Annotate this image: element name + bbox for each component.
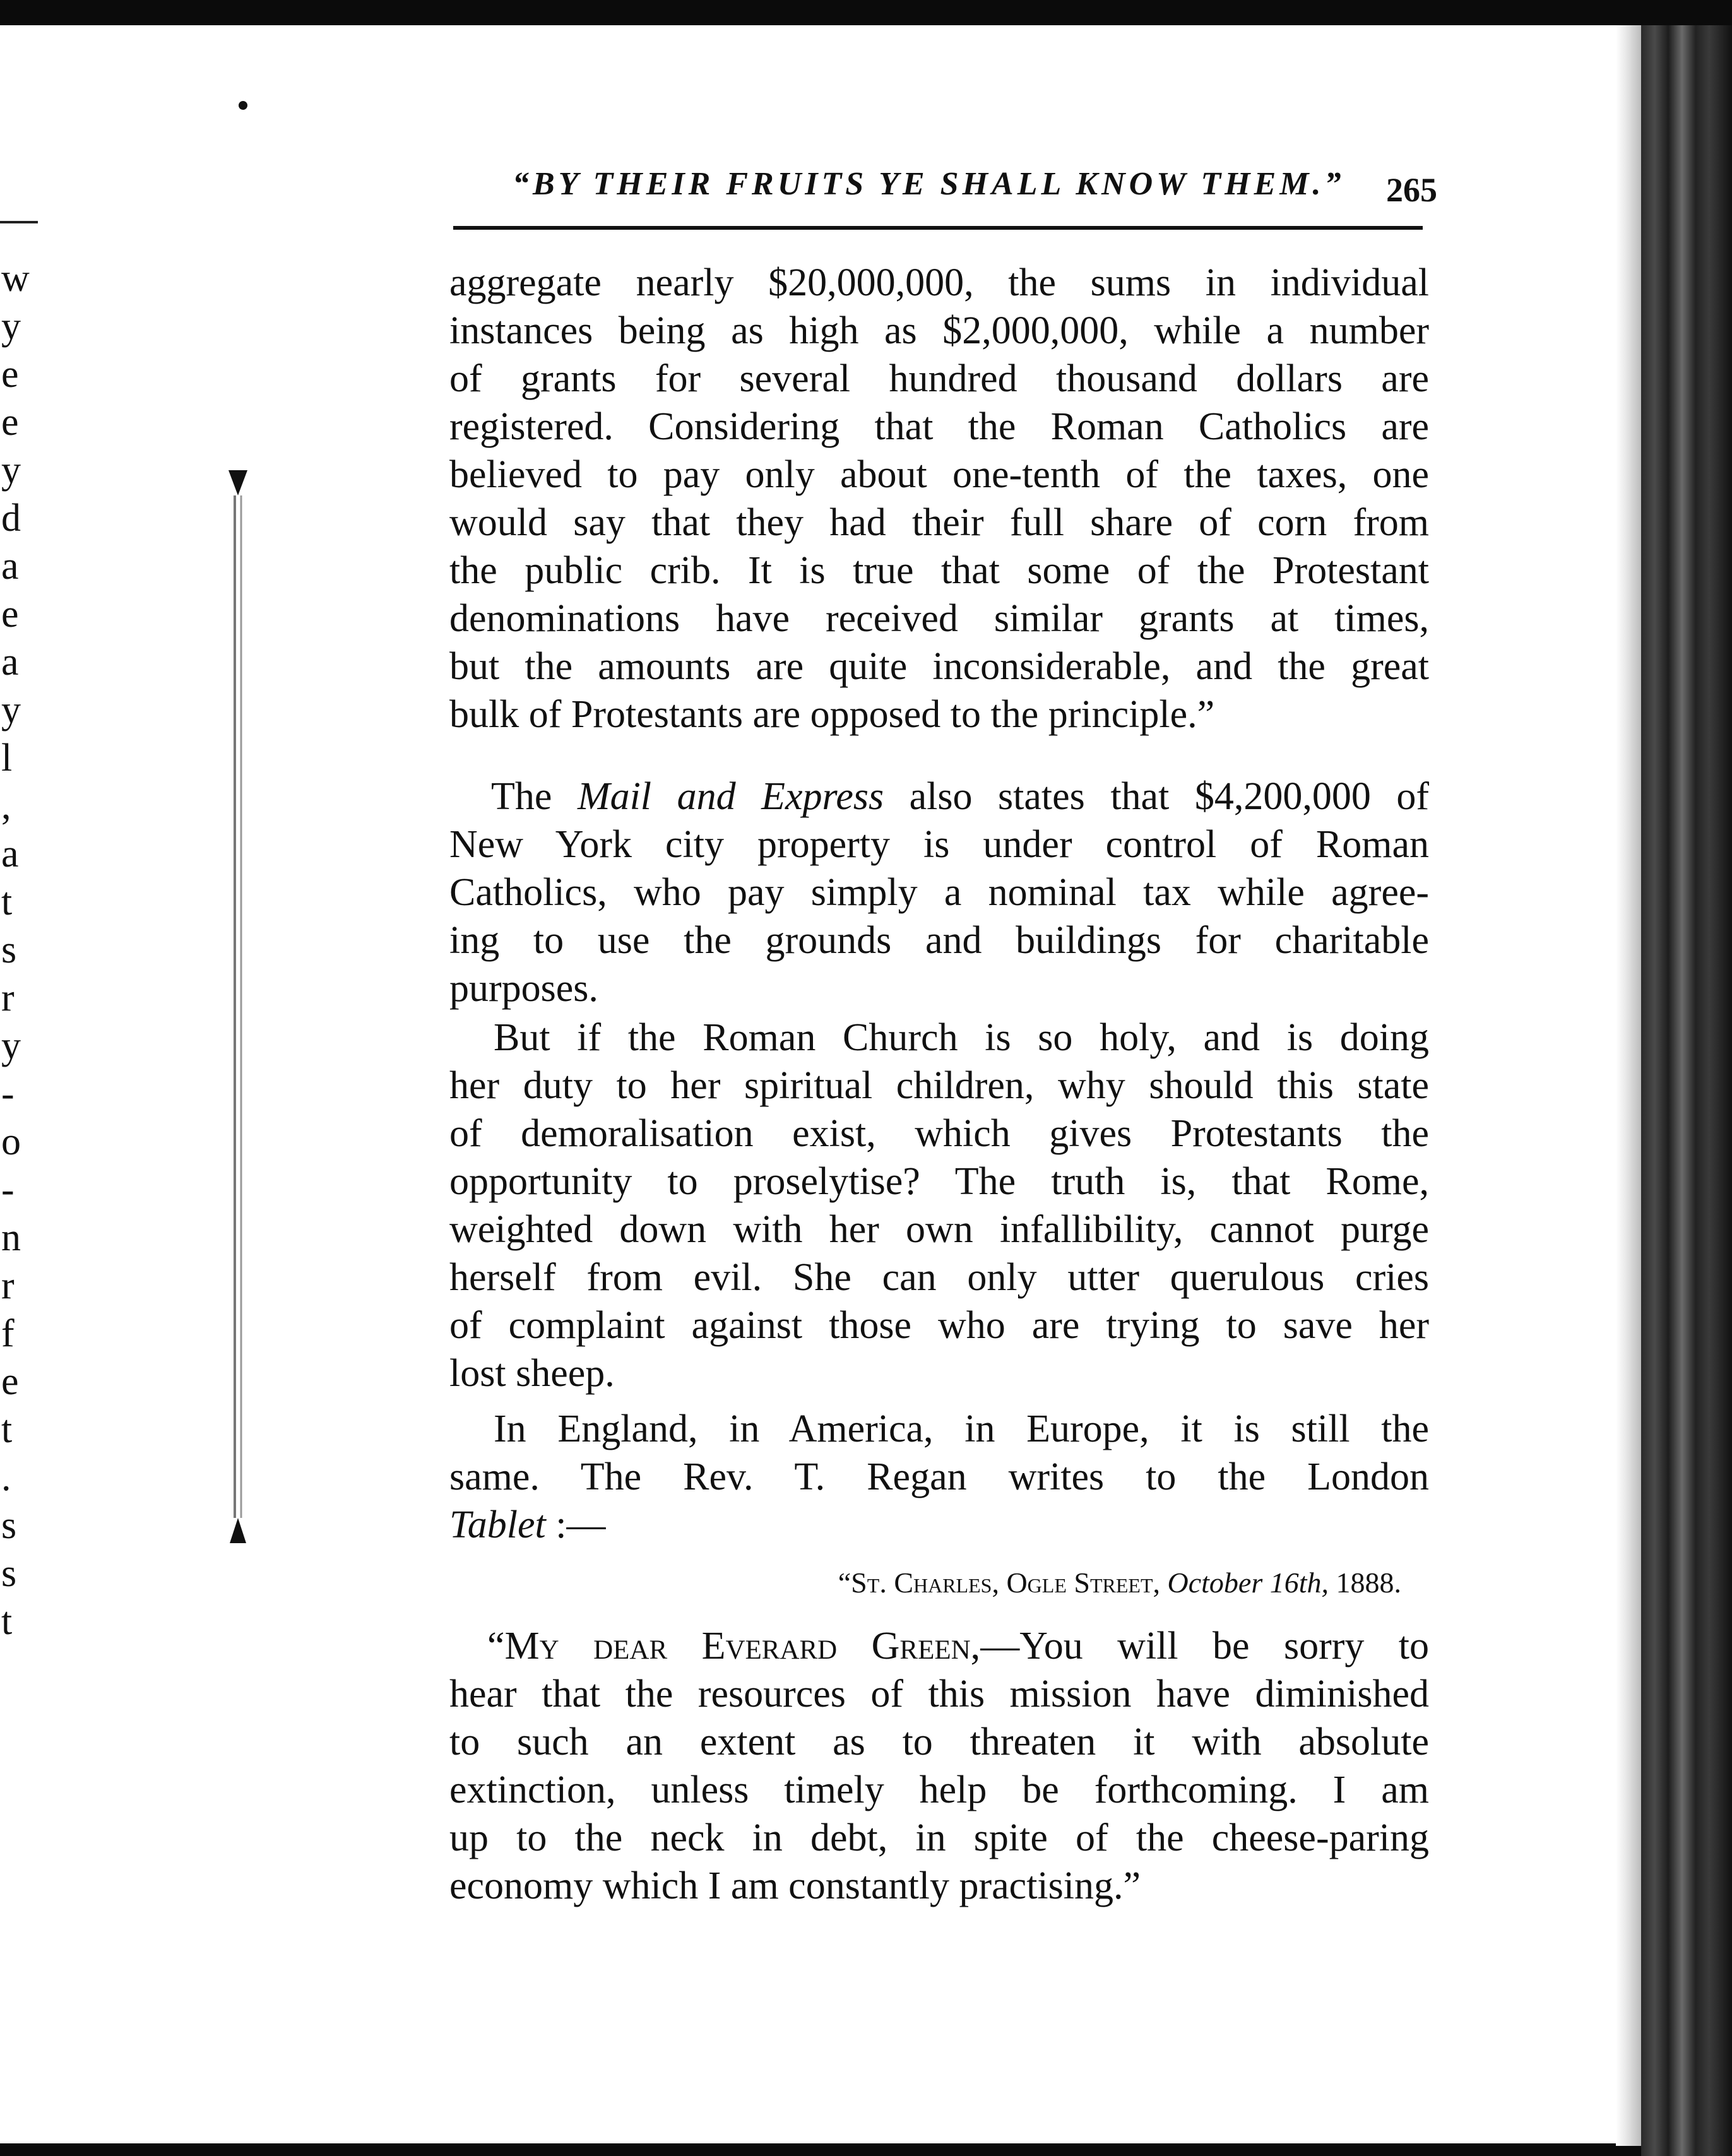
text-line: purposes. — [449, 967, 598, 1010]
text-line: registered. Considering that the Roman Catholics are — [449, 405, 1429, 448]
text-line: “My dear Everard Green,—You will be sorry to — [449, 1622, 1429, 1670]
margin-letter: s — [1, 928, 17, 971]
binding-clasp-icon — [227, 470, 249, 1543]
running-head-rule — [453, 226, 1423, 230]
margin-letter: t — [1, 880, 13, 923]
text-line: The Mail and Express also states that $4,200,000 of — [491, 775, 1430, 818]
text-line: of complaint against those who are trying to save her — [449, 1304, 1429, 1347]
text-line: ing to use the grounds and buildings for charitable — [449, 919, 1429, 962]
margin-dot — [239, 101, 247, 110]
margin-letter: - — [1, 1072, 15, 1115]
text-line: instances being as high as $2,000,000, while a number — [449, 309, 1429, 352]
text-line: believed to pay only about one-tenth of the taxes, one — [449, 453, 1429, 496]
text-line: same. The Rev. T. Regan writes to the London — [449, 1455, 1429, 1498]
margin-letter: o — [1, 1120, 21, 1163]
margin-letter: t — [1, 1408, 13, 1451]
margin-letter: n — [1, 1216, 21, 1259]
text-line: hear that the resources of this mission have diminished — [449, 1673, 1429, 1715]
page-edge — [1616, 25, 1641, 2146]
letter-salutation: “My dear Everard Green, — [487, 1625, 981, 1667]
margin-letter: e — [1, 401, 19, 444]
margin-letter: l — [1, 737, 13, 779]
book-spine — [1641, 25, 1732, 2156]
publication-title: Tablet — [449, 1503, 546, 1546]
text-line: opportunity to proselytise? The truth is, that Rome, — [449, 1160, 1429, 1203]
text-line: But if the Roman Church is so holy, and is doing — [494, 1016, 1429, 1059]
margin-letter: y — [1, 1024, 21, 1067]
text-line: to such an extent as to threaten it with absolute — [449, 1721, 1429, 1763]
margin-letter: e — [1, 353, 19, 396]
margin-letter: e — [1, 593, 19, 636]
text-line: extinction, unless timely help be forthcoming. I am — [449, 1768, 1429, 1811]
margin-letter: s — [1, 1504, 17, 1547]
letter-dateline: “St. Charles, Ogle Street, October 16th, 1888. — [838, 1567, 1401, 1599]
text-line: the public crib. It is true that some of the Protestant — [449, 549, 1429, 592]
margin-letter: a — [1, 641, 19, 684]
margin-letter: y — [1, 449, 21, 492]
text-line: In England, in America, in Europe, it is still the — [494, 1407, 1429, 1450]
text-line: denominations have received similar grants at times, — [449, 597, 1429, 640]
margin-letter: e — [1, 1360, 19, 1403]
facing-page-rule — [0, 221, 38, 223]
margin-letter: - — [1, 1168, 15, 1211]
text-line: New York city property is under control of Roman — [449, 823, 1429, 866]
text-line: weighted down with her own infallibility, cannot purge — [449, 1208, 1429, 1251]
running-head: “BY THEIR FRUITS YE SHALL KNOW THEM.” — [513, 166, 1345, 202]
margin-letter: y — [1, 305, 21, 348]
publication-title: Mail and Express — [577, 775, 884, 818]
text-line: aggregate nearly $20,000,000, the sums in individual — [449, 261, 1429, 304]
margin-letter: . — [1, 1456, 11, 1499]
text-line: would say that they had their full share of corn from — [449, 501, 1429, 544]
text-line: up to the neck in debt, in spite of the cheese-paring — [449, 1816, 1429, 1859]
margin-letter: a — [1, 832, 19, 875]
text-line: bulk of Protestants are opposed to the principle.” — [449, 693, 1215, 736]
text-line: of demoralisation exist, which gives Protestants the — [449, 1112, 1429, 1155]
margin-letter: d — [1, 497, 21, 540]
text-line: herself from evil. She can only utter querulous cries — [449, 1256, 1429, 1299]
text-line: Tablet :— — [449, 1503, 606, 1546]
facing-page-fragment — [0, 0, 303, 2156]
text-line: of grants for several hundred thousand dollars are — [449, 357, 1429, 400]
page-number: 265 — [1386, 171, 1437, 209]
margin-letter: a — [1, 545, 19, 588]
text-line: but the amounts are quite inconsiderable, and the great — [449, 645, 1429, 688]
margin-letter: s — [1, 1552, 17, 1595]
margin-letter: w — [1, 257, 30, 300]
margin-letter: r — [1, 976, 15, 1019]
margin-letter: t — [1, 1600, 13, 1643]
margin-letter: , — [1, 785, 11, 827]
text-line: lost sheep. — [449, 1352, 615, 1395]
margin-letter: f — [1, 1312, 15, 1355]
margin-letter: y — [1, 689, 21, 732]
text-line: economy which I am constantly practising.” — [449, 1864, 1141, 1907]
text-line: Catholics, who pay simply a nominal tax while agree- — [449, 871, 1429, 914]
text-line: her duty to her spiritual children, why should this state — [449, 1064, 1429, 1107]
margin-letter: r — [1, 1264, 15, 1307]
